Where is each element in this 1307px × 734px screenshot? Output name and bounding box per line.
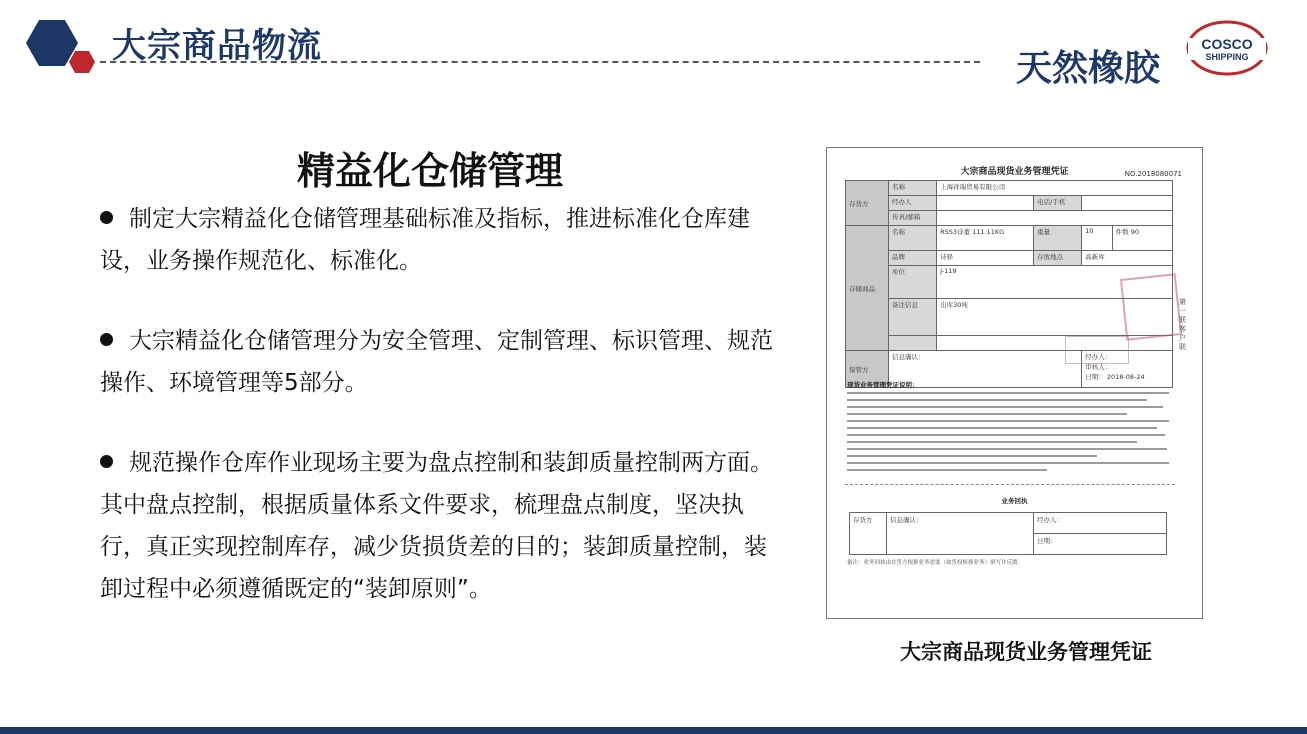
copy-side-label: 第一联客户联	[1179, 298, 1186, 351]
header-small-hexagon-icon	[69, 51, 95, 73]
goods-name-value: RSS3诗董 111.11KG	[937, 226, 1034, 251]
bullet-item	[100, 442, 780, 610]
keeper-agent: 经办人：	[1085, 353, 1112, 361]
phone-label: 电话/手机	[1034, 196, 1082, 211]
seal-stamp	[1120, 273, 1182, 341]
notes-line	[847, 399, 1147, 401]
weight-value: 10	[1082, 226, 1112, 251]
notes-line	[847, 448, 1167, 450]
bullet-text: 制定大宗精益化仓储管理基础标准及指标，推进标准化仓库建设，业务操作规范化、标准化。	[100, 206, 750, 274]
section-heading: 精益化仓储管理	[296, 149, 563, 193]
ack-depositor-label: 存货方	[850, 513, 887, 555]
bullet-dot-icon	[100, 333, 113, 346]
count-value: 90	[1130, 228, 1139, 236]
keeper-confirm: 信息确认：	[889, 351, 1082, 388]
goods-name-label: 名称	[889, 226, 937, 251]
bullet-dot-icon	[100, 211, 113, 224]
cosco-logo	[1184, 20, 1270, 80]
notes-line	[847, 469, 1047, 471]
ack-title: 业务回执	[1001, 497, 1028, 505]
notes-line	[847, 434, 1165, 436]
brand-label: 品牌	[889, 251, 937, 266]
bullet-item	[100, 320, 780, 404]
product-title: 天然橡胶	[1016, 48, 1161, 89]
weight-label: 重量	[1034, 226, 1082, 251]
document-caption: 大宗商品现货业务管理凭证	[900, 640, 1152, 664]
header-divider	[100, 61, 980, 63]
cut-line	[845, 484, 1175, 485]
ack-date: 日期：	[1034, 534, 1167, 555]
seal-stamp-small	[1065, 336, 1129, 364]
logo-text-top: COSCO	[1201, 36, 1253, 52]
form-number: NO.2018080071	[1124, 170, 1182, 178]
form-footnote: 备注：业务回执由存货方根据业务需要（如货权转移业务）填写并反馈。	[847, 560, 1024, 566]
remark-value: 出库30吨	[937, 299, 1173, 336]
depositor-label: 存货方	[846, 181, 889, 226]
notes-line	[847, 455, 1097, 457]
ack-confirm: 信息确认：	[887, 513, 1034, 555]
bullet-list	[100, 198, 780, 610]
footer-bar	[0, 727, 1307, 734]
form-title: 大宗商品现货业务管理凭证	[960, 167, 1069, 177]
keeper-reviewer: 审核人：	[1085, 363, 1112, 371]
logo-text-bottom: SHIPPING	[1205, 52, 1249, 62]
bin-value: J-119	[937, 266, 1173, 299]
keeper-date: 2018-08-24	[1106, 373, 1145, 381]
name-label: 名称	[889, 181, 937, 196]
notes-line	[847, 420, 1169, 422]
location-label: 存放地点	[1034, 251, 1082, 266]
goods-label: 存储商品	[846, 226, 889, 351]
notes-line	[847, 406, 1163, 408]
count-label: 件数	[1115, 228, 1129, 236]
agent-label: 经办人	[889, 196, 937, 211]
location-value: 高新库	[1082, 251, 1173, 266]
brand-title: 大宗商品物流	[112, 26, 322, 66]
bin-label: 库位	[889, 266, 937, 299]
notes-line	[847, 441, 1137, 443]
keeper-label: 保管方	[846, 351, 889, 388]
document-image	[826, 147, 1203, 619]
notes-line	[847, 413, 1127, 415]
notes-line	[847, 427, 1157, 429]
brand-value: 诗驿	[937, 251, 1034, 266]
remark-label: 备注信息	[889, 299, 937, 336]
bullet-dot-icon	[100, 455, 113, 468]
notes-title: 现货业务管理凭证说明：	[847, 381, 919, 389]
count-cell	[1112, 226, 1172, 251]
bullet-text: 大宗精益化仓储管理分为安全管理、定制管理、标识管理、规范操作、环境管理等5部分。	[100, 328, 773, 396]
ack-table	[849, 512, 1167, 555]
notes-line	[847, 462, 1169, 464]
name-value: 上海祥瑞贸易有限公司	[937, 181, 1173, 196]
keeper-date-label: 日期：	[1085, 373, 1105, 381]
ack-agent: 经办人：	[1034, 513, 1167, 534]
bullet-text: 规范操作仓库作业现场主要为盘点控制和装卸质量控制两方面。其中盘点控制，根据质量体系文件要求，梳理盘点制度，坚决执行，真正实现控制库存，减少货损货差的目的；装卸质量控制，装卸过程中必须遵循既定的“装卸原则”。	[100, 450, 773, 602]
bullet-item	[100, 198, 780, 282]
notes-line	[847, 392, 1169, 394]
fax-label: 传真/邮箱	[889, 211, 937, 226]
